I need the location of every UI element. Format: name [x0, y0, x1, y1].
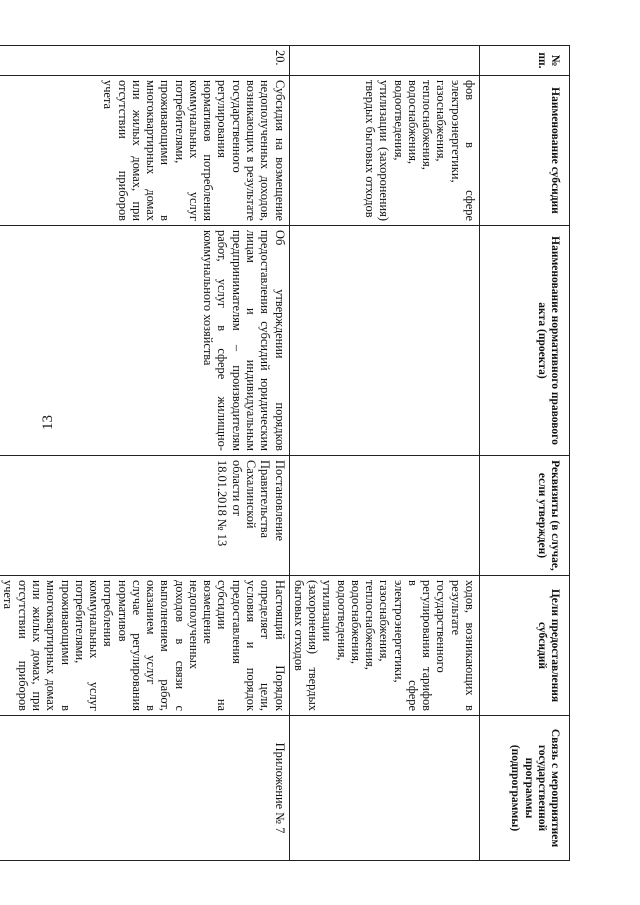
cell-act — [289, 226, 479, 456]
page-number: 13 — [40, 415, 56, 430]
cell-goals: Настоящий Порядок определяет цели, условия и порядок предоставления субсидии на возмещение недополученных доходов в связи с выполнением работ, оказанием услуг в случае регулирования нормативов потребления коммунальных услуг потребителями, проживающими в многоквартирных домах или жилых домах, при отсутствии приборов учета — [0, 576, 289, 716]
header-act: Наименование нормативного правового акта (проекта) — [480, 226, 570, 456]
header-goals: Цели предоставления субсидий — [480, 576, 570, 716]
cell-goals: ходов, возникающих в результате государственного регулирования тарифов в сфере электроэнергетики, газоснабжения, теплоснабжения, водоснабжения, водоотведения, утилизации (захоронения) твердых бытовых отходов — [289, 576, 479, 716]
cell-act: Об утверждении порядков предоставления субсидий юридическим лицам и индивидуальным предпринимателям – производителям работ, услуг в сфере жилищно-коммунального хозяйства — [0, 226, 289, 456]
table-row — [0, 46, 289, 861]
cell-link: Приложение № 7 — [0, 716, 289, 861]
table-row — [289, 46, 479, 861]
header-link: Связь с мероприятием государственной программы (подпрограммы) — [480, 716, 570, 861]
header-num: № пп. — [480, 46, 570, 76]
rotated-page — [1, 45, 570, 860]
table-header-row — [480, 46, 570, 861]
header-name: Наименование субсидии — [480, 76, 570, 226]
cell-name: фов в сфере электроэнергетики, газоснабжения, теплоснабжения, водоснабжения, водоотведения, утилизации (захоронения) твердых бытовых отходов — [289, 76, 479, 226]
cell-name: Субсидия на возмещение недополученных доходов, возникающих в результате государственного регулирования нормативов потребления коммунальных услуг потребителями, проживающими в многоквартирных домах или жилых домах, при отсутствии приборов учета — [0, 76, 289, 226]
cell-link — [289, 716, 479, 861]
cell-requisites — [289, 456, 479, 576]
cell-num — [289, 46, 479, 76]
cell-num: 20. — [0, 46, 289, 76]
cell-requisites: Постановление Правительства Сахалинской области от 18.01.2018 № 13 — [0, 456, 289, 576]
header-requisites: Реквизиты (в случае, если утвержден) — [480, 456, 570, 576]
subsidies-table — [0, 45, 570, 861]
